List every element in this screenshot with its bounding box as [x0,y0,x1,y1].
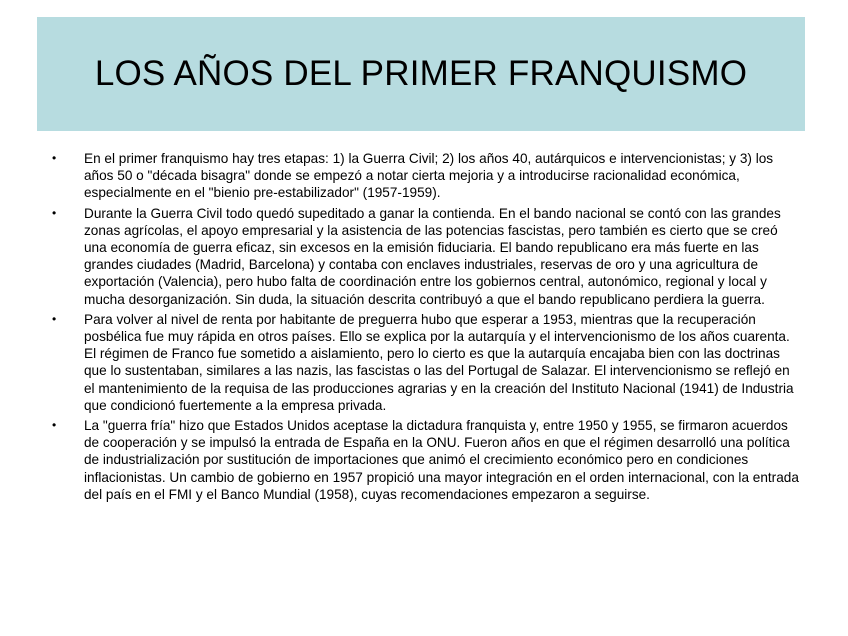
bullet-list [52,150,804,506]
bullet-item [52,417,804,503]
bullet-text: Durante la Guerra Civil todo quedó supeditado a ganar la contienda. En el bando nacional se contó con las grandes zonas agrícolas, el apoyo empresarial y la asistencia de las potencias fascistas, pero también es cierto que se creó una economía de guerra eficaz, sin excesos en la emisión fiduciaria. El bando republicano era más fuerte en las grandes ciudades (Madrid, Barcelona) y contaba con enclaves industriales, reservas de oro y una agricultura de exportación (Valencia), pero hubo falta de coordinación entre los gobiernos central, autonómico, regional y local y mucha desorganización. Sin duda, la situación descrita contribuyó a que el bando republicano perdiera la guerra. [84,205,781,307]
bullet-text: Para volver al nivel de renta por habitante de preguerra hubo que esperar a 1953, mientras que la recuperación posbélica fue muy rápida en otros países. Ello se explica por la autarquía y el intervencionismo de los años cuarenta. El régimen de Franco fue sometido a aislamiento, pero lo cierto es que la autarquía encajaba bien con las doctrinas que lo sustentaban, similares a las nazis, las fascistas o las del Portugal de Salazar. El intervencionismo se reflejó en el mantenimiento de la requisa de las producciones agrarias y en la creación del Instituto Nacional (1941) de Industria que condicionó fuertemente a la empresa privada. [84,311,794,413]
bullet-item [52,205,804,308]
bullet-dot-icon: • [52,151,57,165]
slide-title: LOS AÑOS DEL PRIMER FRANQUISMO [94,54,748,93]
bullet-dot-icon: • [52,311,57,326]
bullet-text: En el primer franquismo hay tres etapas: 1) la Guerra Civil; 2) los años 40, autárquicos e intervencionistas; y 3) los años 50 o "década bisagra" donde se empezó a notar cierta mejoria y a introducirse racionalidad económica, especialmente en el "bienio pre-estabilizador" (1957-1959). [84,151,774,201]
title-banner [37,17,805,131]
bullet-text: La "guerra fría" hizo que Estados Unidos aceptase la dictadura franquista y, entre 1950 y 1955, se firmaron acuerdos de cooperación y se impulsó la entrada de España en la ONU. Fueron años en que el régimen desarrolló una política de industrialización por sustitución de importaciones que animó el crecimiento económico pero en condiciones inflacionistas. Un cambio de gobierno en 1957 propició una mayor integración en el orden internacional, con la entrada del país en el FMI y el Banco Mundial (1958), cuyas recomendaciones empezaron a seguirse. [84,418,799,502]
bullet-item [52,150,804,202]
bullet-dot-icon: • [52,205,57,220]
bullet-item [52,311,804,414]
bullet-dot-icon: • [52,418,57,433]
